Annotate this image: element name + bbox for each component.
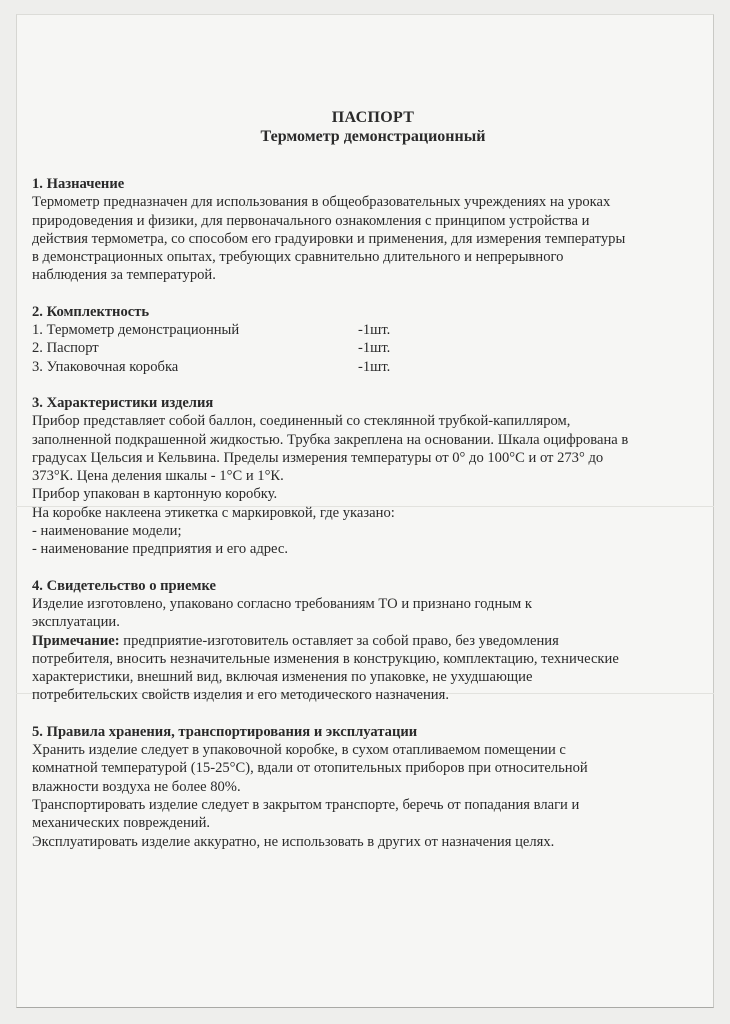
text-line: Хранить изделие следует в упаковочной коробке, в сухом отапливаемом помещении с [32, 742, 566, 759]
kit-item-name: 1. Термометр демонстрационный [32, 322, 240, 339]
section-heading: 4. Свидетельство о приемке [32, 577, 217, 594]
section-characteristics [32, 394, 702, 559]
text-line: Прибор представляет собой баллон, соединенный со стеклянной трубкой-капилляром, [32, 413, 571, 430]
text-line: природоведения и физики, для первоначального ознакомления с принципом устройства и [32, 212, 590, 229]
note-line [32, 632, 702, 650]
text-line: эксплуатации. [32, 614, 120, 631]
kit-item-qty: -1шт. [358, 358, 391, 375]
document-body [32, 108, 702, 869]
kit-item-name: 2. Паспорт [32, 340, 99, 357]
text-line: - наименование предприятия и его адрес. [32, 541, 289, 558]
kit-item [32, 358, 702, 376]
kit-item [32, 339, 702, 357]
text-line: характеристики, внешний вид, включая изменения по упаковке, не ухудшающие [32, 669, 533, 686]
text-line: Изделие изготовлено, упаковано согласно требованиям ТО и признано годным к [32, 595, 533, 612]
kit-item-qty: -1шт. [358, 340, 391, 357]
text-line: комнатной температурой (15-25°С), вдали от отопительных приборов при относительной [32, 760, 588, 777]
text-line: На коробке наклеена этикетка с маркировкой, где указано: [32, 504, 395, 521]
text-line: Транспортировать изделие следует в закрытом транспорте, беречь от попадания влаги и [32, 796, 580, 813]
note-text: предприятие-изготовитель оставляет за собой право, без уведомления [119, 632, 559, 649]
text-line: Эксплуатировать изделие аккуратно, не использовать в других от назначения целях. [32, 833, 555, 850]
section-heading: 3. Характеристики изделия [32, 394, 214, 411]
kit-item-qty: -1шт. [358, 322, 391, 339]
text-line: Термометр предназначен для использования в общеобразовательных учреждениях на уроках [32, 194, 611, 211]
kit-item [32, 321, 702, 339]
text-line: потребителя, вносить незначительные изменения в конструкцию, комплектацию, технические [32, 650, 619, 667]
section-contents [32, 303, 702, 376]
section-purpose [32, 175, 702, 285]
text-line: влажности воздуха не более 80%. [32, 778, 241, 795]
section-storage-rules [32, 723, 702, 851]
section-heading: 1. Назначение [32, 176, 125, 192]
section-acceptance [32, 577, 702, 705]
section-heading: 5. Правила хранения, транспортирования и эксплуатации [32, 723, 418, 740]
text-line: в демонстрационных опытах, требующих сравнительно длительного и непрерывного [32, 249, 564, 266]
text-line: градусах Цельсия и Кельвина. Пределы измерения температуры от 0° до 100°С и от 273° до [32, 449, 604, 466]
kit-item-name: 3. Упаковочная коробка [32, 358, 179, 375]
text-line: Прибор упакован в картонную коробку. [32, 486, 278, 503]
text-line: механических повреждений. [32, 815, 211, 832]
document-subtitle: Термометр демонстрационный [260, 128, 486, 145]
text-line: действия термометра, со способом его градуировки и применения, для измерения температуры [32, 230, 626, 247]
text-line: - наименование модели; [32, 523, 182, 540]
text-line: потребительских свойств изделия и его методического назначения. [32, 687, 449, 704]
section-heading: 2. Комплектность [32, 303, 150, 320]
text-line: наблюдения за температурой. [32, 267, 216, 284]
text-line: 373°К. Цена деления шкалы - 1°С и 1°К. [32, 468, 284, 485]
note-label: Примечание: [32, 632, 120, 649]
text-line: заполненной подкрашенной жидкостью. Трубка закреплена на основании. Шкала оцифрована в [32, 431, 629, 448]
document-title: ПАСПОРТ [331, 109, 415, 126]
